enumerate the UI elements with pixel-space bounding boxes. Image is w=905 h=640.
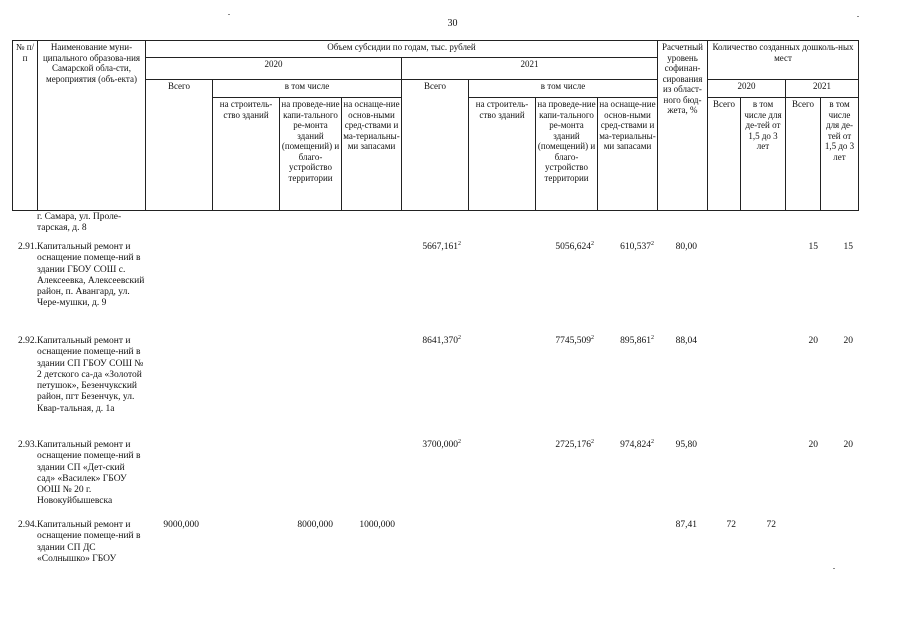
header-subsidy: Объем субсидии по годам, тыс. рублей [146,41,658,58]
header-no: № п/п [13,41,38,211]
row-value-r20 [297,520,333,531]
row-value-rate [676,440,697,451]
row-value-t20 [163,520,199,531]
value-text: 1000,000 [359,520,395,530]
header-total-2021: Всего [402,80,469,211]
value-text: 895,861 [620,336,651,346]
header-year-2020: 2020 [146,58,402,80]
footnote-mark: 2 [458,438,461,445]
value-text: 5056,624 [555,242,591,252]
footnote-mark: 2 [458,240,461,247]
footnote-mark: 2 [591,240,594,247]
row-value-rate [676,242,697,253]
row-value-e21 [620,440,654,451]
row-value-rate [676,336,697,347]
value-text: 974,824 [620,440,651,450]
header-including-2020: в том числе [213,80,402,98]
value-text: 3700,000 [422,440,458,450]
page-number: 30 [447,18,458,29]
value-text: 87,41 [675,520,697,530]
row-number: 2.91. [18,242,37,252]
row-name: г. Самара, ул. Проле-тарская, д. 8 [37,212,122,234]
row-value-r21 [555,440,594,451]
row-value-t21 [422,242,461,253]
footnote-mark: 2 [651,334,654,341]
value-text: 5667,161 [422,242,458,252]
header-name: Наименование муни-ципального образова-ния Самарской обла-сти, мероприятия (объ-екта) [38,41,146,211]
value-text: 20 [808,336,818,346]
row-value-k20 [767,520,777,531]
row-name: Капитальный ремонт и оснащение помеще-ний в здании СП ДС «Солнышко» ГБОУ [37,520,141,564]
value-text: 72 [726,520,736,530]
row-value-e21 [620,336,654,347]
value-text: 95,80 [675,440,697,450]
row-name: Капитальный ремонт и оснащение помеще-ний в здании СП «Дет-ский сад» «Василек» ГБОУ ООШ № 20 г. Новокуйбышевска [37,440,141,507]
row-value-t21 [422,336,461,347]
header-places-total-2020: Всего [708,98,741,211]
row-number: 2.92. [18,336,37,346]
scan-speck [857,16,859,17]
row-value-t21 [422,440,461,451]
row-value-k21 [844,242,854,253]
row-value-k21 [844,336,854,347]
table-row [12,440,872,520]
header-places-total-2021: Всего [786,98,821,211]
footnote-mark: 2 [591,438,594,445]
table-row [12,336,872,440]
table-row [12,242,872,336]
row-number: 2.93. [18,440,37,450]
row-value-rate [676,520,697,531]
header-year-2021: 2021 [402,58,658,80]
header-places-2020: 2020 [708,80,786,98]
row-value-r21 [555,336,594,347]
row-value-p21 [809,440,819,451]
value-text: 9000,000 [163,520,199,530]
table-row [12,212,872,242]
header-cofinance: Расчетный уровень софинан-сирования из област-ного бюд-жета, % [658,41,708,211]
value-text: 20 [843,336,853,346]
header-equipment-2020: на оснаще-ние основ-ными сред-ствами и ма-териальны-ми запасами [342,98,402,211]
header-repair-2021: на проведе-ние капи-тального ре-монта зданий (помещений) и благо-устройство территории [536,98,598,211]
header-including-2021: в том числе [469,80,658,98]
header-total-2020: Всего [146,80,213,211]
row-value-k21 [844,440,854,451]
row-value-e20 [359,520,395,531]
row-value-r21 [555,242,594,253]
value-text: 20 [843,440,853,450]
footnote-mark: 2 [651,240,654,247]
header-places-kids-2021: в том числе для де-тей от 1,5 до 3 лет [821,98,859,211]
row-number: 2.94. [18,520,37,530]
value-text: 2725,176 [555,440,591,450]
header-construction-2021: на строитель-ство зданий [469,98,536,211]
value-text: 8000,000 [297,520,333,530]
row-value-p20 [727,520,737,531]
row-value-p21 [809,336,819,347]
value-text: 610,537 [620,242,651,252]
footnote-mark: 2 [651,438,654,445]
value-text: 72 [766,520,776,530]
header-equipment-2021: на оснаще-ние основ-ными сред-ствами и ма-териальны-ми запасами [598,98,658,211]
row-value-e21 [620,242,654,253]
value-text: 15 [843,242,853,252]
row-name: Капитальный ремонт и оснащение помеще-ний в здании СП ГБОУ СОШ № 2 детского са-да «Золотой петушок», Безенчукский район, пгт Безенчук, ул. Квар-тальная, д. 1а [37,336,144,414]
value-text: 20 [808,440,818,450]
table-header [12,40,859,211]
scan-speck [833,568,835,569]
footnote-mark: 2 [458,334,461,341]
scan-speck [228,14,230,15]
value-text: 8641,370 [422,336,458,346]
footnote-mark: 2 [591,334,594,341]
row-name: Капитальный ремонт и оснащение помеще-ний в здании ГБОУ СОШ с. Алексеевка, Алексеевский район, п. Авангард, ул. Чере-мушки, д. 9 [37,242,145,309]
header-places-2021: 2021 [786,80,859,98]
value-text: 15 [808,242,818,252]
table-row [12,520,872,580]
header-repair-2020: на проведе-ние капи-тального ре-монта зданий (помещений) и благо-устройство территории [280,98,342,211]
header-places-kids-2020: в том числе для де-тей от 1,5 до 3 лет [741,98,786,211]
value-text: 7745,509 [555,336,591,346]
header-construction-2020: на строитель-ство зданий [213,98,280,211]
value-text: 88,04 [675,336,697,346]
value-text: 80,00 [675,242,697,252]
header-places: Количество созданных дошколь-ных мест [708,41,859,80]
row-value-p21 [809,242,819,253]
